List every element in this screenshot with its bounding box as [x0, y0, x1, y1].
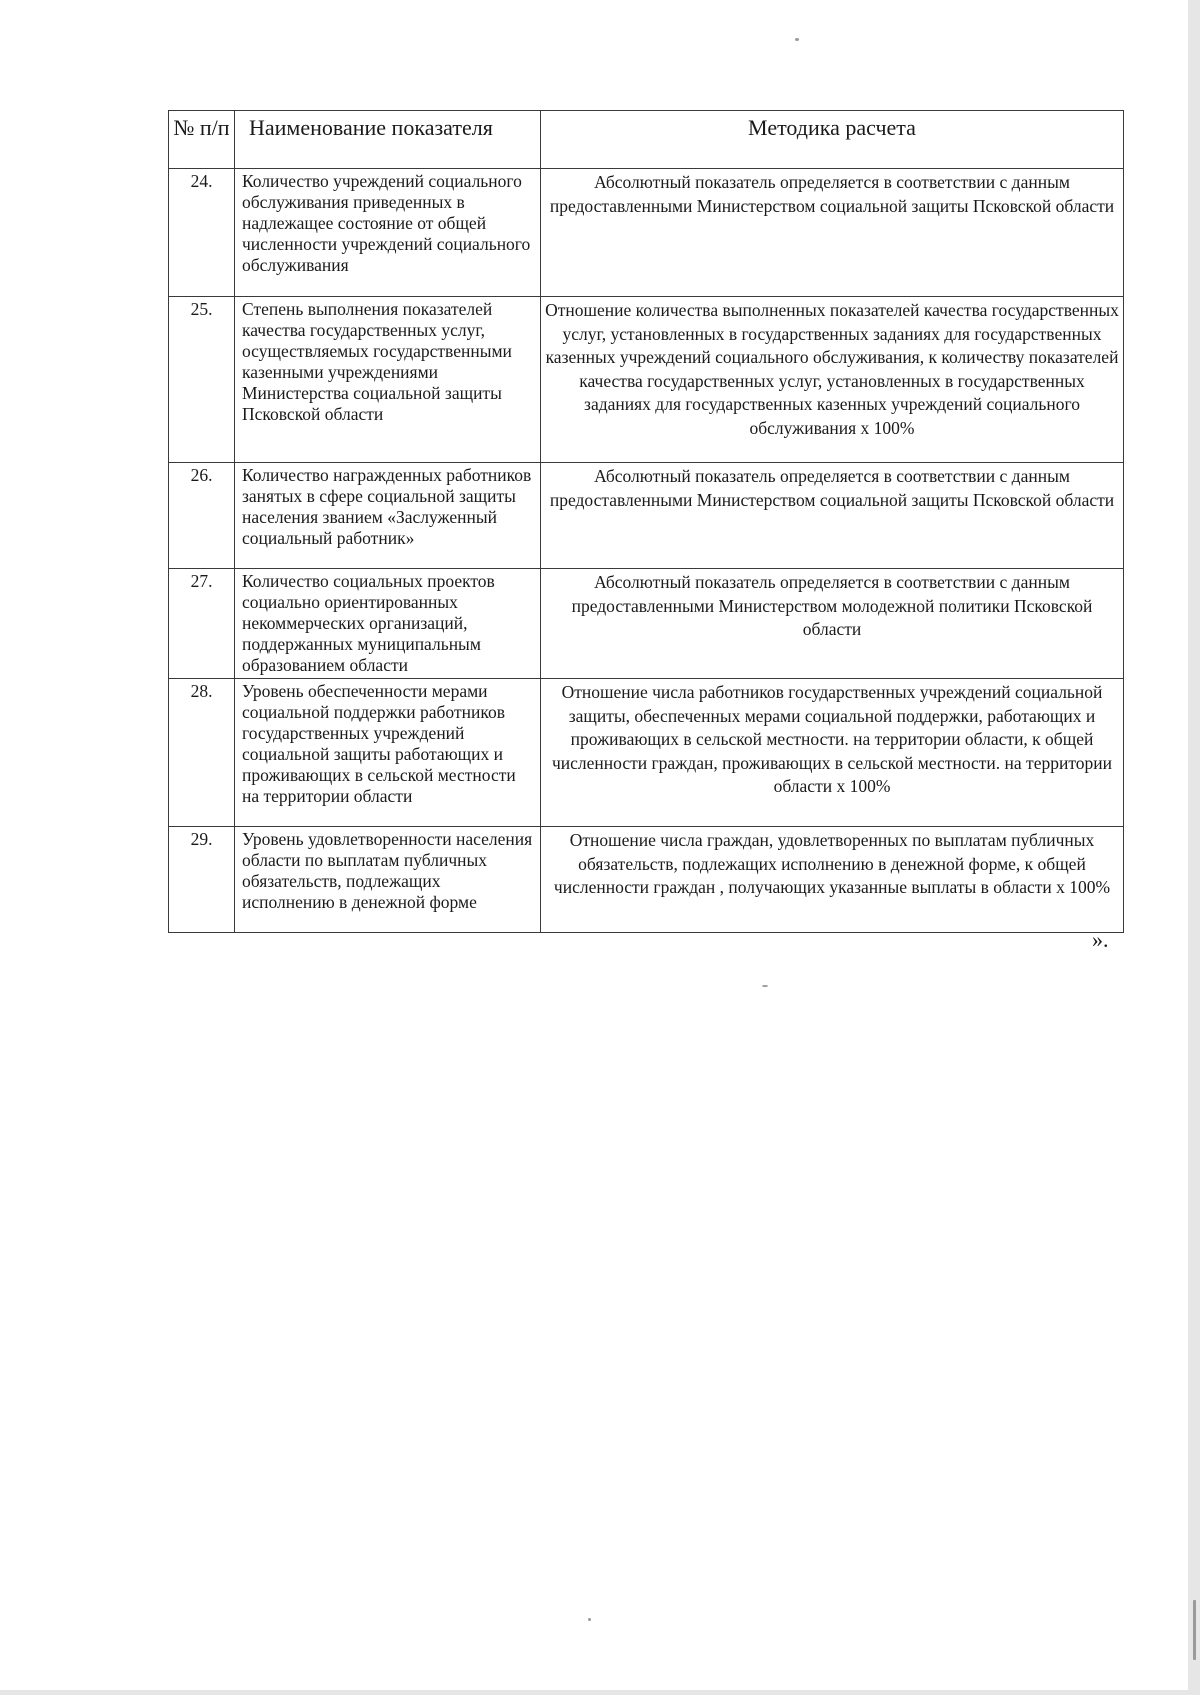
row-number: 29. — [169, 827, 235, 933]
header-name: Наименование показателя — [235, 111, 541, 169]
row-indicator-name: Количество социальных проектов социально ориентированных некоммерческих организаций, поддержанных муниципальным образованием области — [235, 569, 541, 679]
header-number: № п/п — [169, 111, 235, 169]
row-number: 27. — [169, 569, 235, 679]
header-method: Методика расчета — [541, 111, 1124, 169]
indicators-table — [168, 110, 1124, 933]
row-calculation-method: Отношение количества выполненных показателей качества государственных услуг, установленных в государственных заданиях для государственных казенных учреждений социального обслуживания, к количеству показателей качества государственных услуг, установленных в государственных заданиях для государственных казенных учреждений социального обслуживания х 100% — [541, 297, 1124, 463]
scan-speck — [1193, 1600, 1196, 1660]
scan-speck — [795, 38, 799, 41]
row-number: 26. — [169, 463, 235, 569]
row-indicator-name: Уровень обеспеченности мерами социальной поддержки работников государственных учреждений социальной защиты работающих и проживающих в сельской местности на территории области — [235, 679, 541, 827]
scan-edge-bottom — [0, 1690, 1200, 1695]
closing-quote-mark: ». — [1092, 927, 1109, 952]
row-indicator-name: Степень выполнения показателей качества государственных услуг, осуществляемых государственными казенными учреждениями Министерства социальной защиты Псковской области — [235, 297, 541, 463]
row-number: 28. — [169, 679, 235, 827]
row-calculation-method: Абсолютный показатель определяется в соответствии с данным предоставленными Министерством молодежной политики Псковской области — [541, 569, 1124, 679]
scan-edge-right — [1188, 0, 1200, 1695]
table-row — [169, 569, 1124, 679]
table-row — [169, 827, 1124, 933]
row-calculation-method: Абсолютный показатель определяется в соответствии с данным предоставленными Министерством социальной защиты Псковской области — [541, 169, 1124, 297]
row-calculation-method: Отношение числа граждан, удовлетворенных по выплатам публичных обязательств, подлежащих исполнению в денежной форме, к общей численности граждан , получающих указанные выплаты в области х 100% — [541, 827, 1124, 933]
scan-speck — [762, 985, 768, 987]
table-row — [169, 169, 1124, 297]
row-number: 24. — [169, 169, 235, 297]
row-indicator-name: Количество награжденных работников занятых в сфере социальной защиты населения званием «Заслуженный социальный работник» — [235, 463, 541, 569]
row-number: 25. — [169, 297, 235, 463]
table-header-row — [169, 111, 1124, 169]
scan-speck — [588, 1618, 591, 1621]
row-indicator-name: Количество учреждений социального обслуживания приведенных в надлежащее состояние от общей численности учреждений социального обслуживания — [235, 169, 541, 297]
row-calculation-method: Отношение числа работников государственных учреждений социальной защиты, обеспеченных мерами социальной поддержки, работающих и проживающих в сельской местности. на территории области, к общей численности граждан, проживающих в сельской местности. на территории области х 100% — [541, 679, 1124, 827]
row-indicator-name: Уровень удовлетворенности населения области по выплатам публичных обязательств, подлежащих исполнению в денежной форме — [235, 827, 541, 933]
table-row — [169, 297, 1124, 463]
table-row — [169, 463, 1124, 569]
row-calculation-method: Абсолютный показатель определяется в соответствии с данным предоставленными Министерством социальной защиты Псковской области — [541, 463, 1124, 569]
table-row — [169, 679, 1124, 827]
